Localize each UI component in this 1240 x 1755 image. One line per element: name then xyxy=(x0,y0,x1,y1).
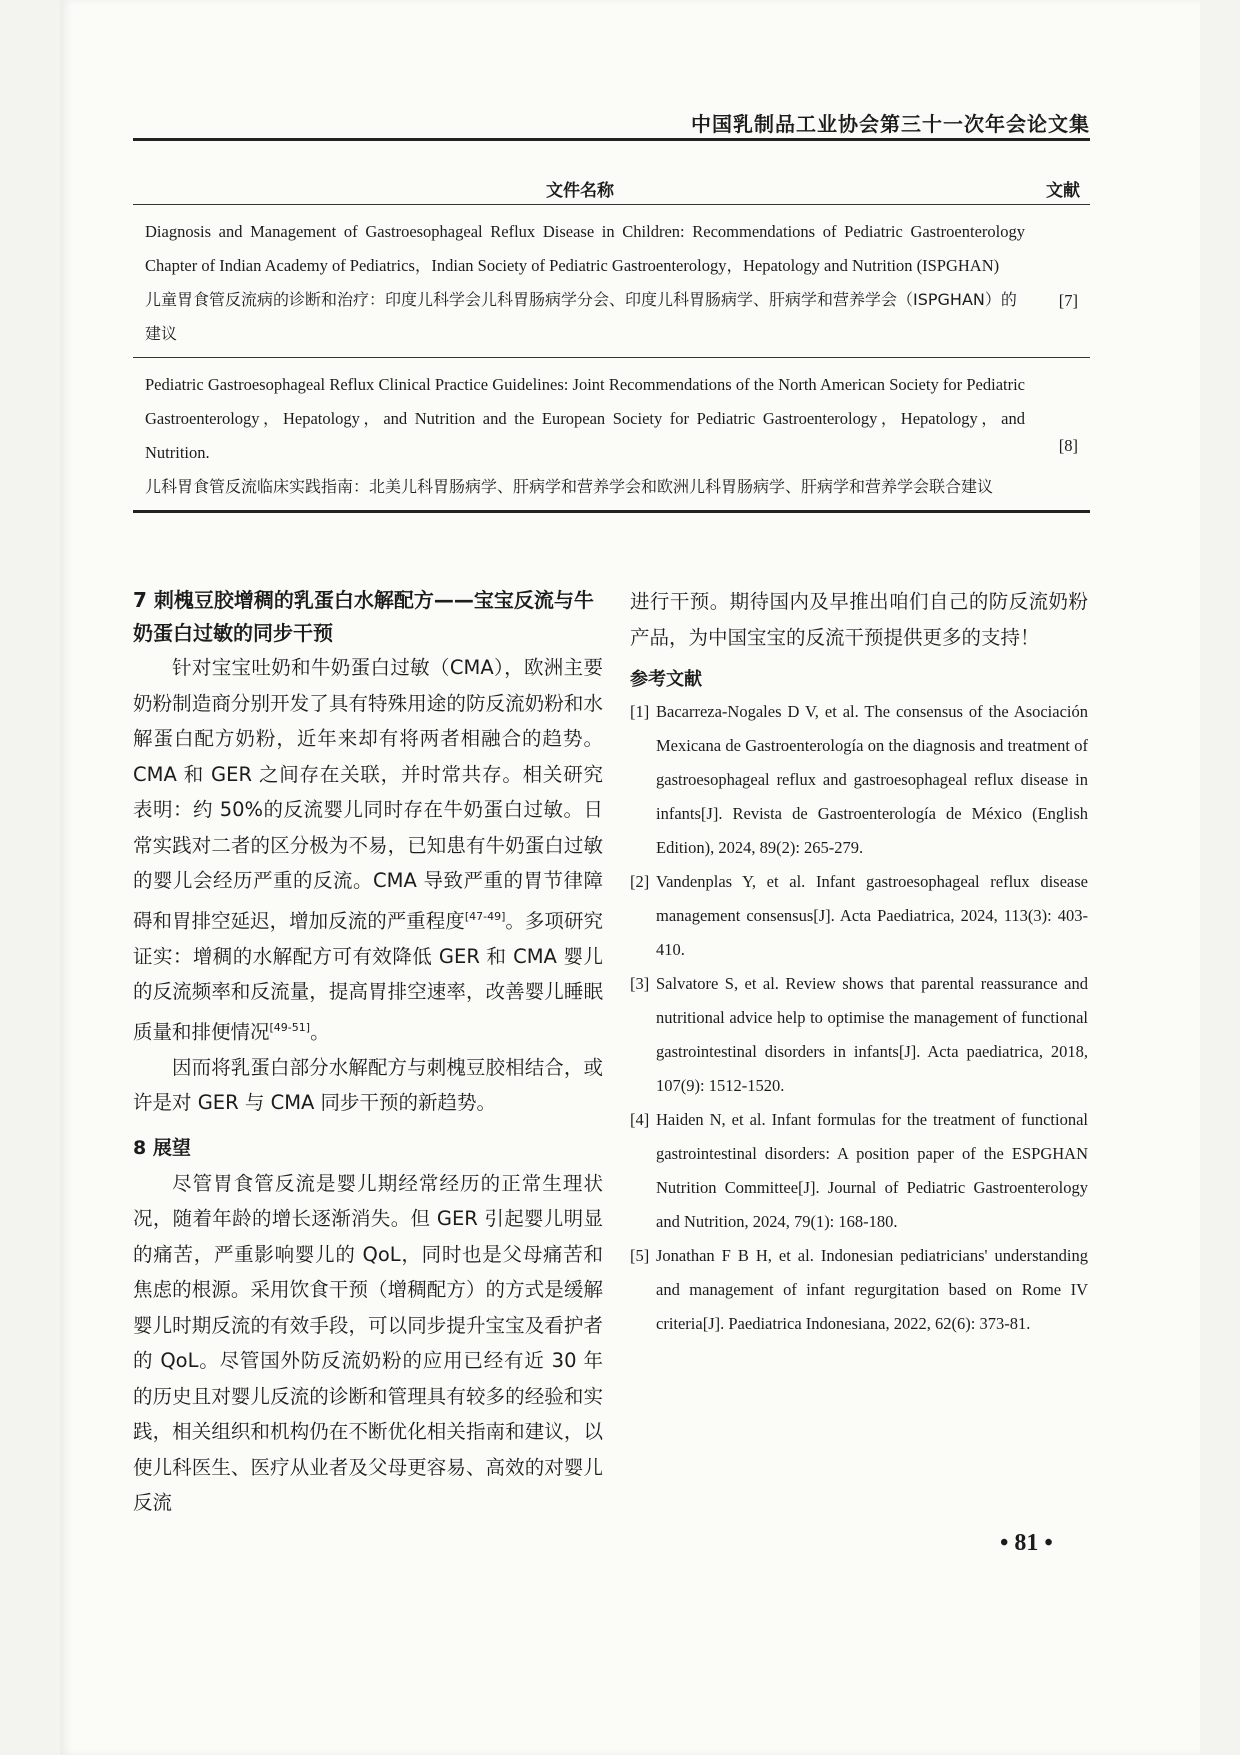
left-column xyxy=(133,584,603,1521)
reference-item xyxy=(630,695,1088,865)
section-7-paragraph-2: 因而将乳蛋白部分水解配方与刺槐豆胶相结合，或许是对 GER 与 CMA 同步干预的新趋势。 xyxy=(133,1055,603,1114)
running-head: 中国乳制品工业协会第三十一次年会论文集 xyxy=(691,112,1090,136)
reference-item xyxy=(630,865,1088,967)
header-rule xyxy=(133,138,1090,141)
reference-item xyxy=(630,1239,1088,1341)
table-row xyxy=(133,358,1090,513)
col-header-name: 文件名称 xyxy=(546,181,614,201)
text-run: 。 xyxy=(310,1020,330,1043)
row-title-zh: 儿童胃食管反流病的诊断和治疗：印度儿科学会儿科胃肠病学分会、印度儿科胃肠病学、肝病学和营养学会（ISPGHAN）的建议 xyxy=(145,290,1017,343)
reference-number: [2] xyxy=(630,872,650,891)
reference-number: [1] xyxy=(630,702,650,721)
references-heading: 参考文献 xyxy=(630,669,702,690)
reference-item xyxy=(630,967,1088,1103)
guideline-table xyxy=(133,172,1090,513)
reference-number: [4] xyxy=(630,1110,650,1129)
reference-number: [3] xyxy=(630,974,650,993)
reference-item xyxy=(630,1103,1088,1239)
reference-text: Jonathan F B H, et al. Indonesian pediatricians' understanding and management of infant regurgitation based on Rome IV criteria[J]. Paediatrica Indonesiana, 2022, 62(6): 373-81. xyxy=(656,1246,1088,1333)
reference-text: Haiden N, et al. Infant formulas for the treatment of functional gastrointestinal disorders: A position paper of the ESPGHAN Nutrition Committee[J]. Journal of Pediatric Gastroenterology and Nutrition, 2024, 79(1): 168-180. xyxy=(656,1110,1088,1231)
citation: [47-49] xyxy=(464,909,506,923)
row-title-en: Pediatric Gastroesophageal Reflux Clinical Practice Guidelines: Joint Recommendations of the North American Society for Pediatric Gastroenterology，Hepatology，and Nutrition and the European Society for Pediatric Gastroenterology，Hepatology，and Nutrition. xyxy=(145,375,1025,462)
section-8-heading: 8 展望 xyxy=(133,1136,191,1159)
row-ref: [7] xyxy=(1058,291,1078,310)
right-column xyxy=(630,584,1088,1341)
section-7-paragraph-1 xyxy=(133,650,603,1050)
row-title-en: Diagnosis and Management of Gastroesophageal Reflux Disease in Children: Recommendations of Pediatric Gastroenterology Chapter of Indian Academy of Pediatrics，Indian Society of Pediatric Gastroenterology，Hepatology and Nutrition (ISPGHAN) xyxy=(145,222,1025,275)
text-run: 针对宝宝吐奶和牛奶蛋白过敏（CMA），欧洲主要奶粉制造商分别开发了具有特殊用途的防反流奶粉和水解蛋白配方奶粉，近年来却有将两者相融合的趋势。CMA 和 GER 之间存在关联，并时常共存。相关研究表明：约 50%的反流婴儿同时存在牛奶蛋白过敏。日常实践对二者的区分极为不易，已知患有牛奶蛋白过敏的婴儿会经历严重的反流。CMA 导致严重的胃节律障碍和胃排空延迟，增加反流的严重程度 xyxy=(133,656,603,932)
table-row xyxy=(133,205,1090,358)
reference-text: Salvatore S, et al. Review shows that parental reassurance and nutritional advice help to optimise the management of functional gastrointestinal disorders in infants[J]. Acta paediatrica, 2018, 107(9): 1512-1520. xyxy=(656,974,1088,1095)
reference-number: [5] xyxy=(630,1246,650,1265)
row-ref: [8] xyxy=(1058,436,1078,455)
table-header xyxy=(133,172,1090,205)
text-run: 。多项研究证实：增稠的水解配方可有效降低 GER 和 CMA 婴儿的反流频率和反流量，提高胃排空速率，改善婴儿睡眠质量和排便情况 xyxy=(133,909,603,1043)
section-8-paragraph-continued: 进行干预。期待国内及早推出咱们自己的防反流奶粉产品，为中国宝宝的反流干预提供更多的支持！ xyxy=(630,590,1088,649)
reference-text: Vandenplas Y, et al. Infant gastroesophageal reflux disease management consensus[J]. Acta Paediatrica, 2024, 113(3): 403-410. xyxy=(656,872,1088,959)
section-7-heading: 7 刺槐豆胶增稠的乳蛋白水解配方——宝宝反流与牛奶蛋白过敏的同步干预 xyxy=(133,588,594,645)
section-8-paragraph-1: 尽管胃食管反流是婴儿期经常经历的正常生理状况，随着年龄的增长逐渐消失。但 GER 引起婴儿明显的痛苦，严重影响婴儿的 QoL，同时也是父母痛苦和焦虑的根源。采用饮食干预（增稠配方）的方式是缓解婴儿时期反流的有效手段，可以同步提升宝宝及看护者的 QoL。尽管国外防反流奶粉的应用已经有近 30 年的历史且对婴儿反流的诊断和管理具有较多的经验和实践，相关组织和机构仍在不断优化相关指南和建议，以使儿科医生、医疗从业者及父母更容易、高效的对婴儿反流 xyxy=(133,1171,603,1514)
col-header-ref: 文献 xyxy=(1046,181,1080,201)
reference-text: Bacarreza-Nogales D V, et al. The consensus of the Asociación Mexicana de Gastroenterología on the diagnosis and treatment of gastroesophageal reflux and gastroesophageal reflux disease in infants[J]. Revista de Gastroenterología de México (English Edition), 2024, 89(2): 265-279. xyxy=(656,702,1088,857)
row-title-zh: 儿科胃食管反流临床实践指南：北美儿科胃肠病学、肝病学和营养学会和欧洲儿科胃肠病学、肝病学和营养学会联合建议 xyxy=(145,477,994,496)
page-number: • 81 • xyxy=(1000,1530,1053,1556)
citation: [49-51] xyxy=(269,1020,311,1034)
reference-list xyxy=(630,695,1088,1341)
